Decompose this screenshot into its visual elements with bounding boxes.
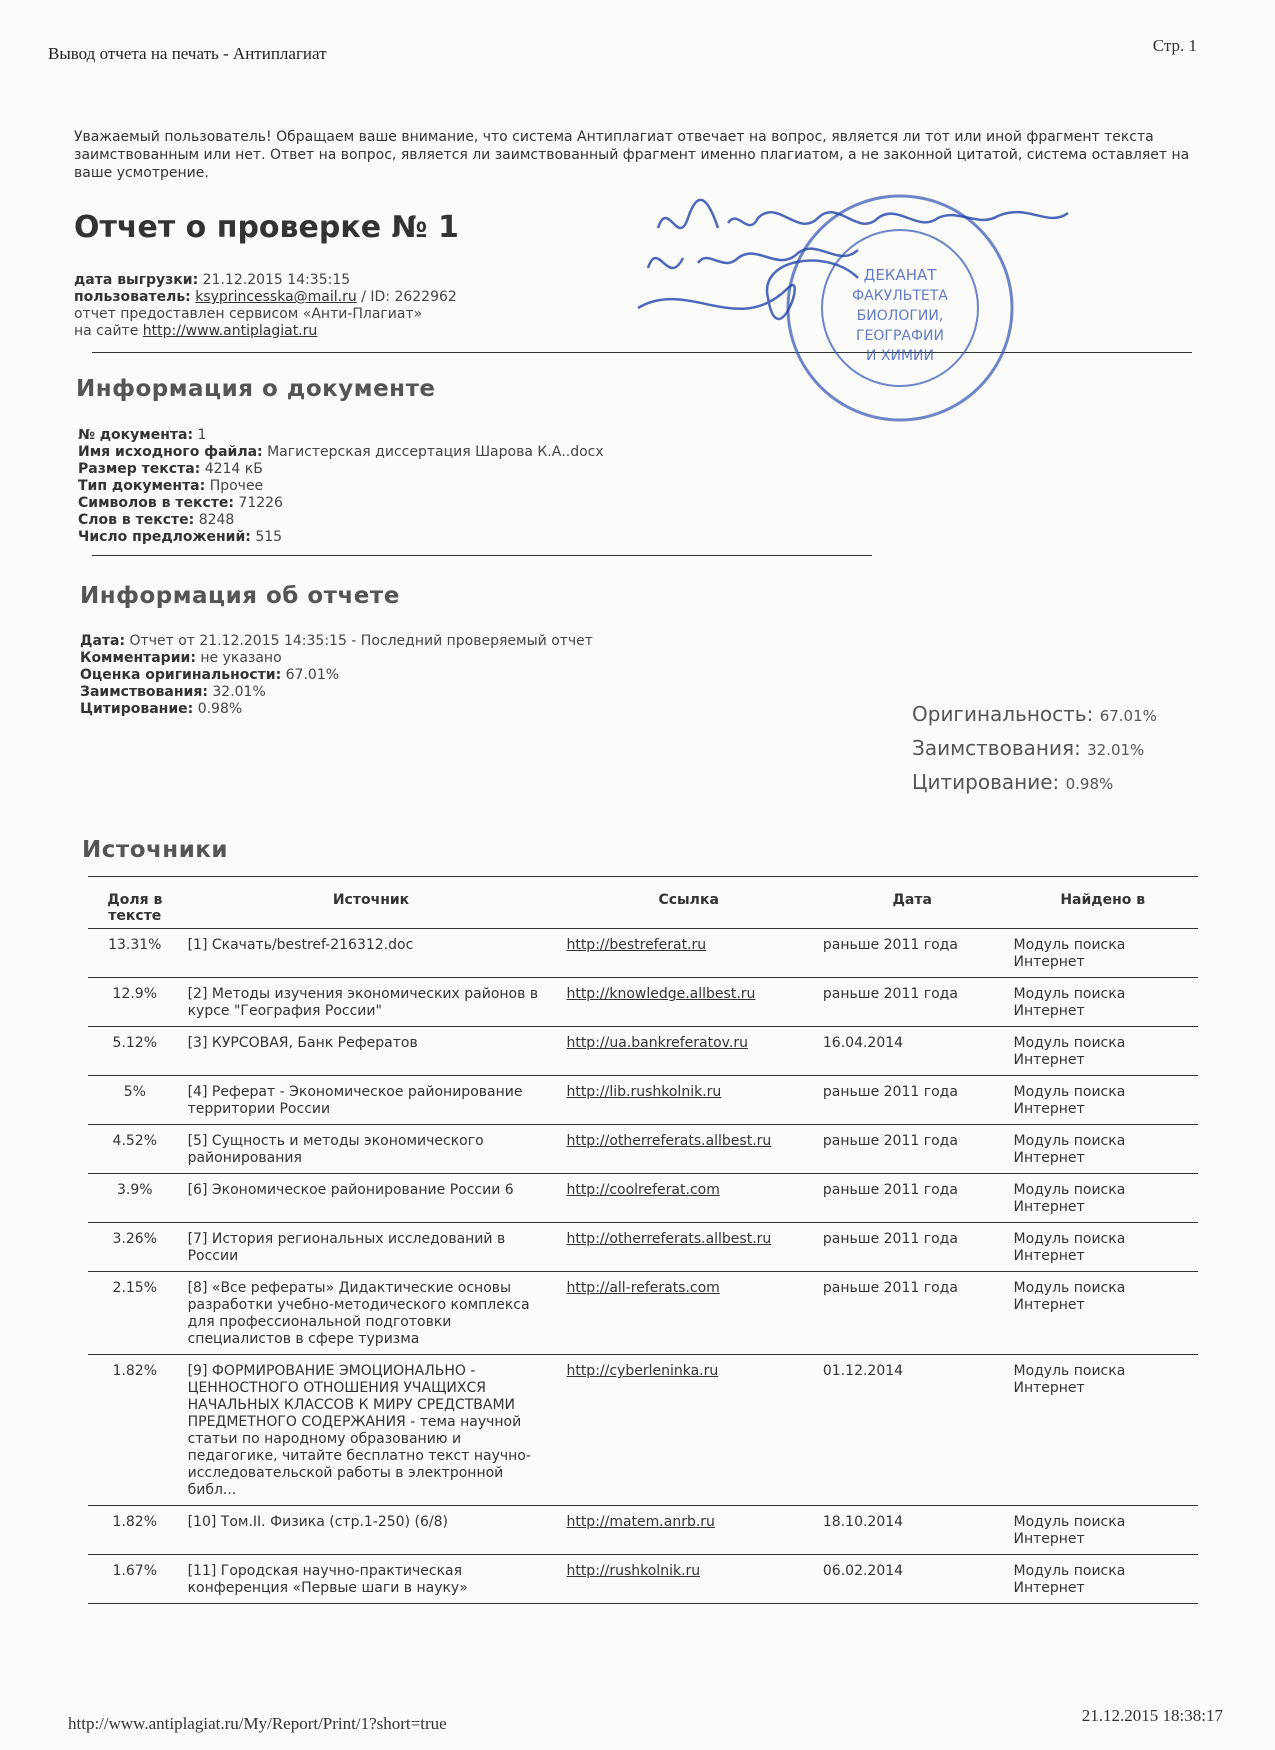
source-link[interactable] bbox=[560, 1125, 816, 1174]
source-title: [10] Том.II. Физика (стр.1-250) (6/8) bbox=[182, 1506, 561, 1555]
source-share: 5.12% bbox=[88, 1027, 182, 1076]
source-date: 18.10.2014 bbox=[817, 1506, 1008, 1555]
source-link-anchor[interactable]: http://otherreferats.allbest.ru bbox=[566, 1231, 772, 1247]
site-link[interactable]: http://www.antiplagiat.ru bbox=[142, 323, 318, 339]
divider bbox=[92, 555, 872, 556]
footer-url: http://www.antiplagiat.ru/My/Report/Print/1?short=true bbox=[68, 1714, 447, 1733]
svg-text:ФАКУЛЬТЕТА: ФАКУЛЬТЕТА bbox=[852, 288, 948, 304]
file-name-label: Имя исходного файла: bbox=[78, 444, 263, 460]
source-found-in: Модуль поиска Интернет bbox=[1007, 1555, 1198, 1604]
words-label: Слов в тексте: bbox=[78, 512, 195, 528]
source-share: 5% bbox=[88, 1076, 182, 1125]
source-date: 06.02.2014 bbox=[817, 1555, 1008, 1604]
table-row bbox=[88, 1355, 1198, 1506]
source-title: [9] ФОРМИРОВАНИЕ ЭМОЦИОНАЛЬНО - ЦЕННОСТНОГО ОТНОШЕНИЯ УЧАЩИХСЯ НАЧАЛЬНЫХ КЛАССОВ К МИРУ СРЕДСТВАМИ ПРЕДМЕТНОГО СОДЕРЖАНИЯ - тема научной статьи по народному образованию и педагогике, читайте бесплатно текст научно-исследовательской работы в электронной библ... bbox=[182, 1355, 561, 1506]
summary-citations: 0.98% bbox=[1065, 775, 1114, 793]
table-row bbox=[88, 1174, 1198, 1223]
summary-citations-label: Цитирование: bbox=[912, 770, 1060, 794]
comments: не указано bbox=[200, 650, 282, 666]
sentences-label: Число предложений: bbox=[78, 529, 251, 545]
chars-label: Символов в тексте: bbox=[78, 495, 234, 511]
summary-borrowings-label: Заимствования: bbox=[912, 736, 1081, 760]
source-link[interactable] bbox=[560, 1506, 816, 1555]
table-row bbox=[88, 1555, 1198, 1604]
sources-table bbox=[88, 884, 1198, 1604]
source-found-in: Модуль поиска Интернет bbox=[1007, 1272, 1198, 1355]
svg-text:БИОЛОГИИ,: БИОЛОГИИ, bbox=[856, 308, 944, 324]
summary-panel bbox=[912, 698, 1157, 800]
notice-text: Уважаемый пользователь! Обращаем ваше внимание, что система Антиплагиат отвечает на вопрос, является ли тот или иной фрагмент текста заимствованным или нет. Ответ на вопрос, является ли заимствованный фрагмент именно плагиатом, а не законной цитатой, система оставляет на ваше усмотрение. bbox=[74, 129, 1190, 181]
svg-text:ДЕКАНАТ: ДЕКАНАТ bbox=[863, 266, 937, 284]
source-link[interactable] bbox=[560, 1223, 816, 1272]
source-link-anchor[interactable]: http://knowledge.allbest.ru bbox=[566, 986, 756, 1002]
source-found-in: Модуль поиска Интернет bbox=[1007, 1027, 1198, 1076]
export-date-label: дата выгрузки: bbox=[74, 272, 199, 288]
table-header-row bbox=[88, 884, 1198, 929]
col-share: Доля в тексте bbox=[88, 884, 182, 929]
citations-label: Цитирование: bbox=[80, 701, 194, 717]
source-date: раньше 2011 года bbox=[817, 1223, 1008, 1272]
source-link[interactable] bbox=[560, 1076, 816, 1125]
source-link-anchor[interactable]: http://cyberleninka.ru bbox=[566, 1363, 719, 1379]
text-size-label: Размер текста: bbox=[78, 461, 201, 477]
summary-originality: 67.01% bbox=[1099, 707, 1157, 725]
source-title: [5] Сущность и методы экономического районирования bbox=[182, 1125, 561, 1174]
col-link: Ссылка bbox=[560, 884, 816, 929]
source-found-in: Модуль поиска Интернет bbox=[1007, 1355, 1198, 1506]
source-share: 12.9% bbox=[88, 978, 182, 1027]
source-link[interactable] bbox=[560, 978, 816, 1027]
source-link[interactable] bbox=[560, 1272, 816, 1355]
source-link-anchor[interactable]: http://all-referats.com bbox=[566, 1280, 720, 1296]
col-found: Найдено в bbox=[1007, 884, 1198, 929]
sentences: 515 bbox=[255, 529, 283, 545]
source-found-in: Модуль поиска Интернет bbox=[1007, 1076, 1198, 1125]
table-row bbox=[88, 1076, 1198, 1125]
source-share: 1.82% bbox=[88, 1506, 182, 1555]
comments-label: Комментарии: bbox=[80, 650, 196, 666]
source-title: [1] Скачать/bestref-216312.doc bbox=[182, 929, 561, 978]
source-share: 1.67% bbox=[88, 1555, 182, 1604]
page-number: Стр. 1 bbox=[1152, 36, 1197, 55]
source-share: 4.52% bbox=[88, 1125, 182, 1174]
source-date: 16.04.2014 bbox=[817, 1027, 1008, 1076]
svg-text:И ХИМИИ: И ХИМИИ bbox=[865, 348, 935, 364]
source-date: раньше 2011 года bbox=[817, 1272, 1008, 1355]
source-title: [3] КУРСОВАЯ, Банк Рефератов bbox=[182, 1027, 561, 1076]
source-share: 13.31% bbox=[88, 929, 182, 978]
site-label: на сайте bbox=[74, 323, 139, 339]
doc-number-label: № документа: bbox=[78, 427, 194, 443]
source-link[interactable] bbox=[560, 929, 816, 978]
source-link-anchor[interactable]: http://rushkolnik.ru bbox=[566, 1563, 701, 1579]
chars: 71226 bbox=[238, 495, 283, 511]
col-date: Дата bbox=[817, 884, 1008, 929]
source-date: раньше 2011 года bbox=[817, 978, 1008, 1027]
borrowings: 32.01% bbox=[212, 684, 266, 700]
report-info bbox=[80, 633, 593, 718]
source-date: раньше 2011 года bbox=[817, 1174, 1008, 1223]
user-email-link[interactable]: ksyprincesska@mail.ru bbox=[195, 289, 357, 305]
source-date: раньше 2011 года bbox=[817, 1076, 1008, 1125]
source-title: [4] Реферат - Экономическое районирование территории России bbox=[182, 1076, 561, 1125]
col-source: Источник bbox=[182, 884, 561, 929]
doc-number: 1 bbox=[197, 427, 207, 443]
source-title: [2] Методы изучения экономических районов в курсе "География России" bbox=[182, 978, 561, 1027]
table-row bbox=[88, 1125, 1198, 1174]
report-info-title: Информация об отчете bbox=[80, 583, 400, 609]
print-header-title: Вывод отчета на печать - Антиплагиат bbox=[48, 44, 327, 63]
user-label: пользователь: bbox=[74, 289, 191, 305]
source-link-anchor[interactable]: http://ua.bankreferatov.ru bbox=[566, 1035, 748, 1051]
sources-title: Источники bbox=[82, 837, 229, 863]
user-id: / ID: 2622962 bbox=[361, 289, 457, 305]
source-link-anchor[interactable]: http://otherreferats.allbest.ru bbox=[566, 1133, 772, 1149]
service-line: отчет предоставлен сервисом «Анти-Плагиат» bbox=[74, 306, 423, 322]
originality: 67.01% bbox=[285, 667, 340, 683]
report-date-label: Дата: bbox=[80, 633, 126, 649]
source-link[interactable] bbox=[560, 1174, 816, 1223]
citations: 0.98% bbox=[197, 701, 243, 717]
source-found-in: Модуль поиска Интернет bbox=[1007, 1506, 1198, 1555]
source-date: 01.12.2014 bbox=[817, 1355, 1008, 1506]
source-link-anchor[interactable]: http://coolreferat.com bbox=[566, 1182, 720, 1198]
table-row bbox=[88, 978, 1198, 1027]
export-info bbox=[74, 272, 457, 340]
source-share: 3.26% bbox=[88, 1223, 182, 1272]
table-row bbox=[88, 1027, 1198, 1076]
svg-text:ГЕОГРАФИИ: ГЕОГРАФИИ bbox=[856, 328, 944, 344]
source-title: [7] История региональных исследований в России bbox=[182, 1223, 561, 1272]
source-share: 2.15% bbox=[88, 1272, 182, 1355]
originality-label: Оценка оригинальности: bbox=[80, 667, 282, 683]
source-date: раньше 2011 года bbox=[817, 1125, 1008, 1174]
source-link-anchor[interactable]: http://matem.anrb.ru bbox=[566, 1514, 715, 1530]
source-found-in: Модуль поиска Интернет bbox=[1007, 929, 1198, 978]
table-row bbox=[88, 1223, 1198, 1272]
words: 8248 bbox=[198, 512, 235, 528]
table-row bbox=[88, 929, 1198, 978]
source-title: [11] Городская научно-практическая конференция «Первые шаги в науку» bbox=[182, 1555, 561, 1604]
document-info bbox=[78, 427, 604, 546]
divider bbox=[88, 876, 1198, 877]
source-link[interactable] bbox=[560, 1355, 816, 1506]
doc-type: Прочее bbox=[209, 478, 264, 494]
doc-type-label: Тип документа: bbox=[78, 478, 206, 494]
table-row bbox=[88, 1506, 1198, 1555]
summary-originality-label: Оригинальность: bbox=[912, 702, 1094, 726]
export-date: 21.12.2015 14:35:15 bbox=[202, 272, 351, 288]
summary-borrowings: 32.01% bbox=[1087, 741, 1145, 759]
text-size: 4214 кБ bbox=[204, 461, 263, 477]
source-share: 1.82% bbox=[88, 1355, 182, 1506]
source-link[interactable] bbox=[560, 1555, 816, 1604]
footer-timestamp: 21.12.2015 18:38:17 bbox=[1081, 1706, 1223, 1725]
source-link-anchor[interactable]: http://lib.rushkolnik.ru bbox=[566, 1084, 722, 1100]
source-title: [8] «Все рефераты» Дидактические основы разработки учебно-методического комплекса для профессиональной подготовки специалистов в сфере туризма bbox=[182, 1272, 561, 1355]
table-row bbox=[88, 1272, 1198, 1355]
source-found-in: Модуль поиска Интернет bbox=[1007, 1223, 1198, 1272]
source-found-in: Модуль поиска Интернет bbox=[1007, 1125, 1198, 1174]
document-info-title: Информация о документе bbox=[76, 376, 436, 402]
source-date: раньше 2011 года bbox=[817, 929, 1008, 978]
source-title: [6] Экономическое районирование России 6 bbox=[182, 1174, 561, 1223]
report-title: Отчет о проверке № 1 bbox=[74, 210, 459, 245]
source-found-in: Модуль поиска Интернет bbox=[1007, 1174, 1198, 1223]
source-share: 3.9% bbox=[88, 1174, 182, 1223]
file-name: Магистерская диссертация Шарова К.А..docx bbox=[267, 444, 604, 460]
source-found-in: Модуль поиска Интернет bbox=[1007, 978, 1198, 1027]
borrowings-label: Заимствования: bbox=[80, 684, 208, 700]
handwritten-signature bbox=[628, 188, 1188, 388]
source-link-anchor[interactable]: http://bestreferat.ru bbox=[566, 937, 707, 953]
source-link[interactable] bbox=[560, 1027, 816, 1076]
report-date: Отчет от 21.12.2015 14:35:15 - Последний проверяемый отчет bbox=[129, 633, 593, 649]
